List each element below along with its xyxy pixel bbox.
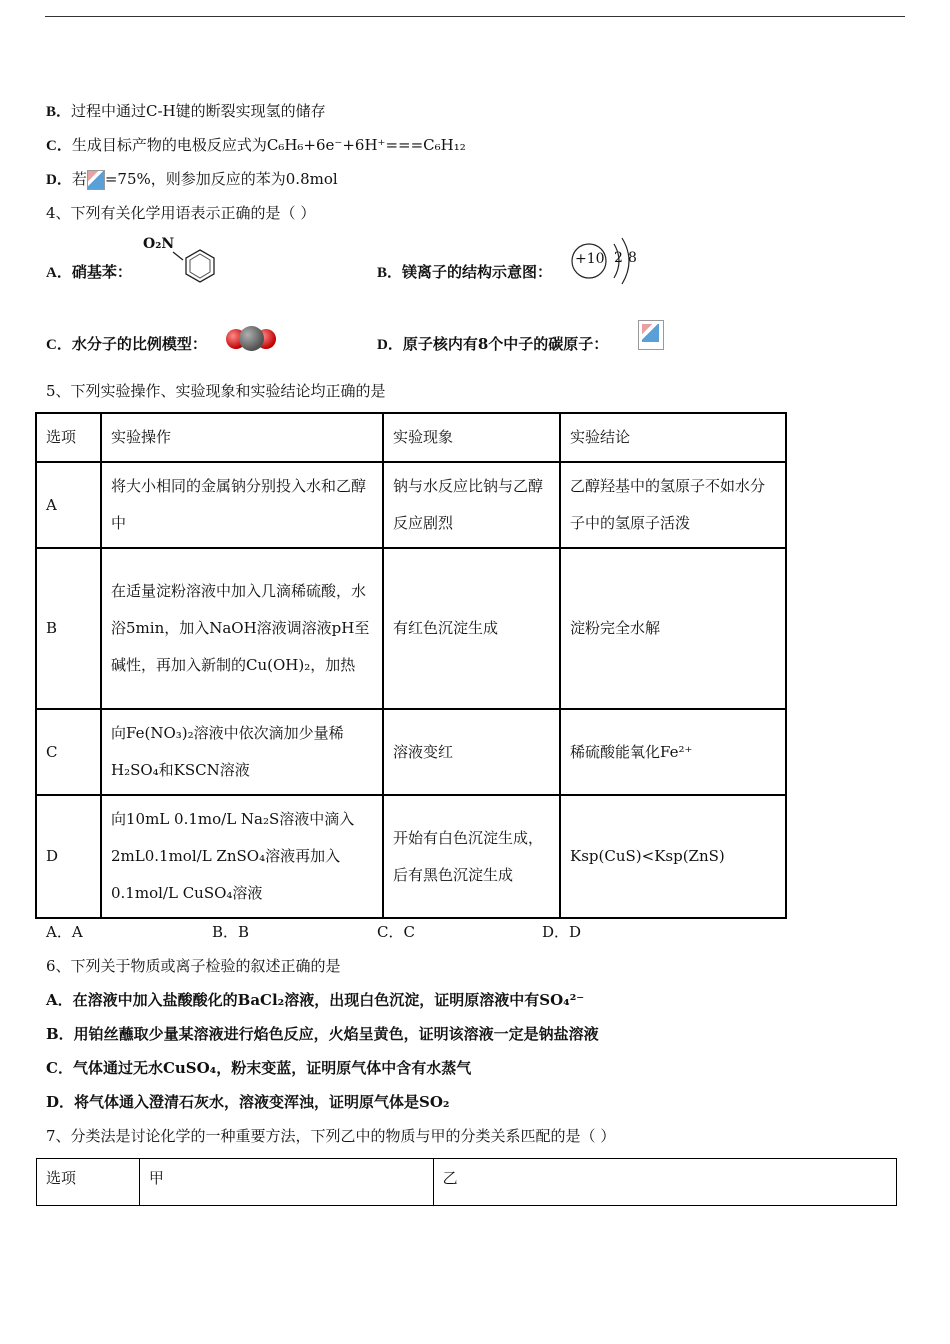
- row-operation: 将大小相同的金属钠分别投入水和乙醇中: [101, 462, 383, 548]
- q3-option-d: [46, 169, 338, 190]
- row-conclusion: 稀硫酸能氧化Fe²⁺: [560, 709, 786, 795]
- carbon-isotope-image-icon: [638, 320, 664, 350]
- q6-option-a: A．在溶液中加入盐酸酸化的BaCl₂溶液，出现白色沉淀，证明原溶液中有SO₄²⁻: [46, 991, 585, 1009]
- q5-answer-a: A．A: [46, 923, 83, 941]
- table-row: [36, 709, 786, 795]
- q5-answer-c: C．C: [377, 923, 415, 941]
- option-label: B．: [46, 104, 72, 120]
- option-text: 硝基苯：: [71, 263, 132, 281]
- header-conclusion: 实验结论: [560, 413, 786, 462]
- shell-1-electrons: 2: [614, 250, 623, 266]
- option-label: A．: [46, 265, 72, 281]
- header-yi: 乙: [433, 1159, 896, 1206]
- header-rule: [45, 16, 905, 17]
- nitrobenzene-structure-icon: [143, 238, 223, 288]
- row-phenomenon: 开始有白色沉淀生成，后有黑色沉淀生成: [383, 795, 560, 918]
- q3-option-b: [46, 101, 326, 122]
- q6-option-b: B．用铂丝蘸取少量某溶液进行焰色反应，火焰呈黄色，证明该溶液一定是钠盐溶液: [46, 1025, 599, 1043]
- row-option: A: [36, 462, 101, 548]
- option-label: D．: [46, 172, 72, 188]
- option-label: C．: [46, 337, 72, 353]
- table-header-row: [36, 413, 786, 462]
- table-header-row: [37, 1159, 897, 1206]
- q3-option-c: [46, 135, 466, 156]
- option-text-pre: 若: [71, 170, 87, 188]
- header-option: 选项: [37, 1159, 140, 1206]
- header-option: 选项: [36, 413, 101, 462]
- row-option: C: [36, 709, 101, 795]
- row-option: D: [36, 795, 101, 918]
- header-jia: 甲: [139, 1159, 433, 1206]
- row-operation: 在适量淀粉溶液中加入几滴稀硫酸，水浴5min，加入NaOH溶液调溶液pH至碱性，再加入新制的Cu(OH)₂，加热: [101, 548, 383, 709]
- option-text-post: =75%，则参加反应的苯为0.8mol: [104, 170, 338, 188]
- q4-option-b: [377, 262, 552, 283]
- header-operation: 实验操作: [101, 413, 383, 462]
- q4-option-a: [46, 262, 132, 283]
- q6-option-d: D．将气体通入澄清石灰水，溶液变浑浊，证明原气体是SO₂: [46, 1093, 450, 1111]
- row-operation: 向Fe(NO₃)₂溶液中依次滴加少量稀H₂SO₄和KSCN溶液: [101, 709, 383, 795]
- row-phenomenon: 钠与水反应比钠与乙醇反应剧烈: [383, 462, 560, 548]
- header-phenomenon: 实验现象: [383, 413, 560, 462]
- option-text: 过程中通过C-H键的断裂实现氢的储存: [71, 102, 326, 120]
- q4-option-d: [377, 334, 608, 355]
- option-text: 生成目标产物的电极反应式为C₆H₆+6e⁻+6H⁺===C₆H₁₂: [71, 136, 466, 154]
- q4-option-c: [46, 334, 207, 355]
- option-label: B．: [377, 265, 403, 281]
- table-row: [36, 795, 786, 918]
- magnesium-ion-diagram: [568, 234, 648, 290]
- formula-placeholder-icon: [87, 170, 105, 190]
- water-space-filling-model-icon: [226, 326, 278, 352]
- table-row: [36, 462, 786, 548]
- option-text: 镁离子的结构示意图：: [402, 263, 553, 281]
- shell-2-electrons: 8: [628, 250, 637, 266]
- q7-stem: 7、分类法是讨论化学的一种重要方法，下列乙中的物质与甲的分类关系匹配的是（ ）: [46, 1127, 616, 1145]
- row-conclusion: 乙醇羟基中的氢原子不如水分子中的氢原子活泼: [560, 462, 786, 548]
- row-phenomenon: 有红色沉淀生成: [383, 548, 560, 709]
- nucleus-charge: +10: [575, 251, 605, 267]
- row-conclusion: 淀粉完全水解: [560, 548, 786, 709]
- q5-table: [35, 412, 787, 919]
- q6-stem: 6、下列关于物质或离子检验的叙述正确的是: [46, 957, 341, 975]
- option-text: 原子核内有8个中子的碳原子：: [402, 335, 609, 353]
- option-label: D．: [377, 337, 403, 353]
- option-text: 水分子的比例模型：: [71, 335, 207, 353]
- nitro-group-label: O₂N: [143, 236, 175, 252]
- row-conclusion: Ksp(CuS)<Ksp(ZnS): [560, 795, 786, 918]
- q5-answer-b: B．B: [212, 923, 250, 941]
- row-operation: 向10mL 0.1mo/L Na₂S溶液中滴入2mL0.1mol/L ZnSO₄溶液再加入0.1mol/L CuSO₄溶液: [101, 795, 383, 918]
- q4-stem: 4、下列有关化学用语表示正确的是（ ）: [46, 204, 316, 222]
- q6-option-c: C．气体通过无水CuSO₄，粉末变蓝，证明原气体中含有水蒸气: [46, 1059, 472, 1077]
- option-label: C．: [46, 138, 72, 154]
- row-phenomenon: 溶液变红: [383, 709, 560, 795]
- benzene-ring-icon: [143, 238, 223, 288]
- q5-stem: 5、下列实验操作、实验现象和实验结论均正确的是: [46, 382, 386, 400]
- row-option: B: [36, 548, 101, 709]
- table-row: [36, 548, 786, 709]
- q7-table: [36, 1158, 897, 1206]
- q5-answer-d: D．D: [542, 923, 582, 941]
